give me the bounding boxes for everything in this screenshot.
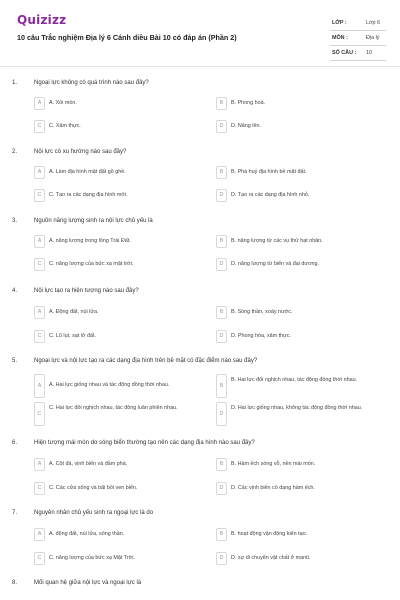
option-letter-box: C [34, 402, 45, 426]
option-d[interactable] [216, 402, 384, 426]
option-c[interactable] [34, 120, 202, 133]
question-text: Nội lực tạo ra hiện tượng nào sau đây? [34, 288, 139, 294]
meta-label: SỐ CÂU : [332, 50, 357, 56]
option-letter-box: C [34, 258, 45, 271]
question-number: 5. [12, 358, 18, 364]
option-letter-box: D [216, 552, 227, 565]
option-letter-box: A [34, 528, 45, 541]
option-letter-box: A [34, 166, 45, 179]
option-text: C. Tạo ra các dạng địa hình mới. [49, 192, 128, 198]
option-text: A. Hai lực giống nhau và tác động đồng thời nhau. [49, 382, 170, 388]
option-text: B. năng lượng từ các vụ thử hạt nhân. [231, 238, 323, 244]
option-letter-box: D [216, 189, 227, 202]
option-b[interactable] [216, 374, 384, 398]
option-text: A. động đất, núi lửa, sóng thần. [49, 531, 125, 537]
quizizz-logo: Quizizz [17, 13, 67, 27]
meta-label: LỚP : [332, 20, 347, 26]
option-letter-box: A [34, 374, 45, 398]
option-text: A. Động đất, núi lửa. [49, 309, 99, 315]
option-d[interactable] [216, 120, 384, 133]
question-text: Mối quan hệ giữa nội lực và ngoại lực là [34, 580, 142, 586]
option-text: D. Tạo ra các dạng địa hình nhỏ. [231, 192, 310, 198]
question-text: Hiện tượng mài mòn do sóng biển thường tạo nên các dạng địa hình nào sau đây? [34, 440, 255, 446]
option-text: B. Sóng thần, xoáy nước. [231, 309, 293, 315]
option-letter-box: D [216, 482, 227, 495]
option-letter-box: B [216, 166, 227, 179]
option-text: C. Hai lực đối nghịch nhau, tác động luân phiên nhau. [49, 405, 178, 411]
option-letter-box: D [216, 330, 227, 343]
option-a[interactable] [34, 166, 202, 179]
option-letter-box: C [34, 482, 45, 495]
question-text: Nội lực có xu hướng nào sau đây? [34, 149, 127, 155]
option-letter-box: D [216, 258, 227, 271]
option-b[interactable] [216, 528, 384, 541]
option-text: D. Các vịnh biển có dạng hàm ếch. [231, 485, 315, 491]
option-c[interactable] [34, 482, 202, 495]
option-letter-box: C [34, 120, 45, 133]
option-text: D. năng lượng từ biển và đại dương. [231, 261, 320, 267]
option-b[interactable] [216, 458, 384, 471]
option-letter-box: B [216, 97, 227, 110]
option-text: A. Làm địa hình mặt đất gồ ghề. [49, 169, 126, 175]
option-text: C. Lũ lụt, sạt lở đất. [49, 333, 96, 339]
question-number: 7. [12, 510, 18, 516]
option-text: B. Phong hoá. [231, 100, 266, 106]
option-c[interactable] [34, 258, 202, 271]
option-a[interactable] [34, 97, 202, 110]
option-text: C. Xâm thực. [49, 123, 81, 129]
option-letter-box: D [216, 402, 227, 426]
option-b[interactable] [216, 235, 384, 248]
option-letter-box: A [34, 306, 45, 319]
meta-row-subject [330, 31, 386, 46]
question-number: 2. [12, 149, 18, 155]
option-letter-box: B [216, 458, 227, 471]
question-number: 6. [12, 440, 18, 446]
question-text: Nguyên nhân chủ yếu sinh ra ngoại lực là do [34, 510, 154, 516]
option-text: D. Nâng lên. [231, 123, 261, 129]
option-text: D. sự di chuyển vật chất ở manti. [231, 555, 311, 561]
option-text: B. Hai lực đối nghịch nhau, tác động đồng thời nhau. [231, 377, 358, 383]
option-text: B. hoạt động vận động kiến tạo. [231, 531, 308, 537]
option-letter-box: C [34, 330, 45, 343]
option-b[interactable] [216, 97, 384, 110]
option-a[interactable] [34, 306, 202, 319]
meta-value: Địa lý [366, 35, 380, 41]
option-c[interactable] [34, 402, 202, 426]
option-b[interactable] [216, 166, 384, 179]
option-letter-box: C [34, 189, 45, 202]
option-d[interactable] [216, 258, 384, 271]
option-c[interactable] [34, 330, 202, 343]
option-d[interactable] [216, 330, 384, 343]
option-letter-box: B [216, 528, 227, 541]
option-letter-box: C [34, 552, 45, 565]
option-letter-box: D [216, 120, 227, 133]
option-text: A. năng lượng trong lòng Trái Đất. [49, 238, 131, 244]
option-text: B. Hàm ếch sóng vỗ, nền mài mòn. [231, 461, 316, 467]
question-number: 3. [12, 218, 18, 224]
meta-value: Lớp 6 [366, 20, 381, 26]
option-text: D. Phong hóa, xâm thực. [231, 333, 291, 339]
option-a[interactable] [34, 235, 202, 248]
meta-row-grade [330, 16, 386, 31]
question-number: 1. [12, 80, 18, 86]
option-letter-box: B [216, 235, 227, 248]
option-a[interactable] [34, 458, 202, 471]
option-letter-box: B [216, 374, 227, 398]
option-letter-box: B [216, 306, 227, 319]
option-text: C. năng lượng của bức xạ mặt trời. [49, 261, 134, 267]
worksheet-header [0, 0, 400, 64]
option-a[interactable] [34, 374, 202, 398]
option-letter-box: A [34, 458, 45, 471]
question-number: 4. [12, 288, 18, 294]
option-letter-box: A [34, 97, 45, 110]
question-number: 8. [12, 580, 18, 586]
option-text: B. Phá huỷ địa hình bề mặt đất. [231, 169, 307, 175]
option-d[interactable] [216, 482, 384, 495]
option-d[interactable] [216, 552, 384, 565]
question-text: Nguồn năng lượng sinh ra nội lực chủ yếu là [34, 218, 153, 224]
option-text: C. Các cửa sông và bãi bồi ven biển. [49, 485, 138, 491]
option-c[interactable] [34, 552, 202, 565]
option-c[interactable] [34, 189, 202, 202]
meta-row-count [330, 46, 386, 61]
meta-table [330, 16, 386, 61]
meta-label: MÔN : [332, 35, 348, 41]
question-text: Ngoại lực không có quá trình nào sau đây? [34, 80, 149, 86]
option-text: A. Xói mòn. [49, 100, 77, 106]
option-b[interactable] [216, 306, 384, 319]
option-text: A. Cột đá, vịnh biển và đầm phá. [49, 461, 128, 467]
question-text: Ngoại lực và nội lực tạo ra các dạng địa hình trên bề mặt có đặc điểm nào sau đây? [34, 358, 258, 364]
option-text: C. năng lượng của bức xạ Mặt Trời. [49, 555, 135, 561]
option-text: D. Hai lực giống nhau, không tác động đồng thời nhau. [231, 405, 363, 411]
header-divider [0, 66, 400, 67]
meta-value: 10 [366, 50, 372, 56]
option-letter-box: A [34, 235, 45, 248]
worksheet-title: 10 câu Trắc nghiệm Địa lý 6 Cánh diều Bài 10 có đáp án (Phần 2) [17, 33, 237, 42]
option-a[interactable] [34, 528, 202, 541]
option-d[interactable] [216, 189, 384, 202]
